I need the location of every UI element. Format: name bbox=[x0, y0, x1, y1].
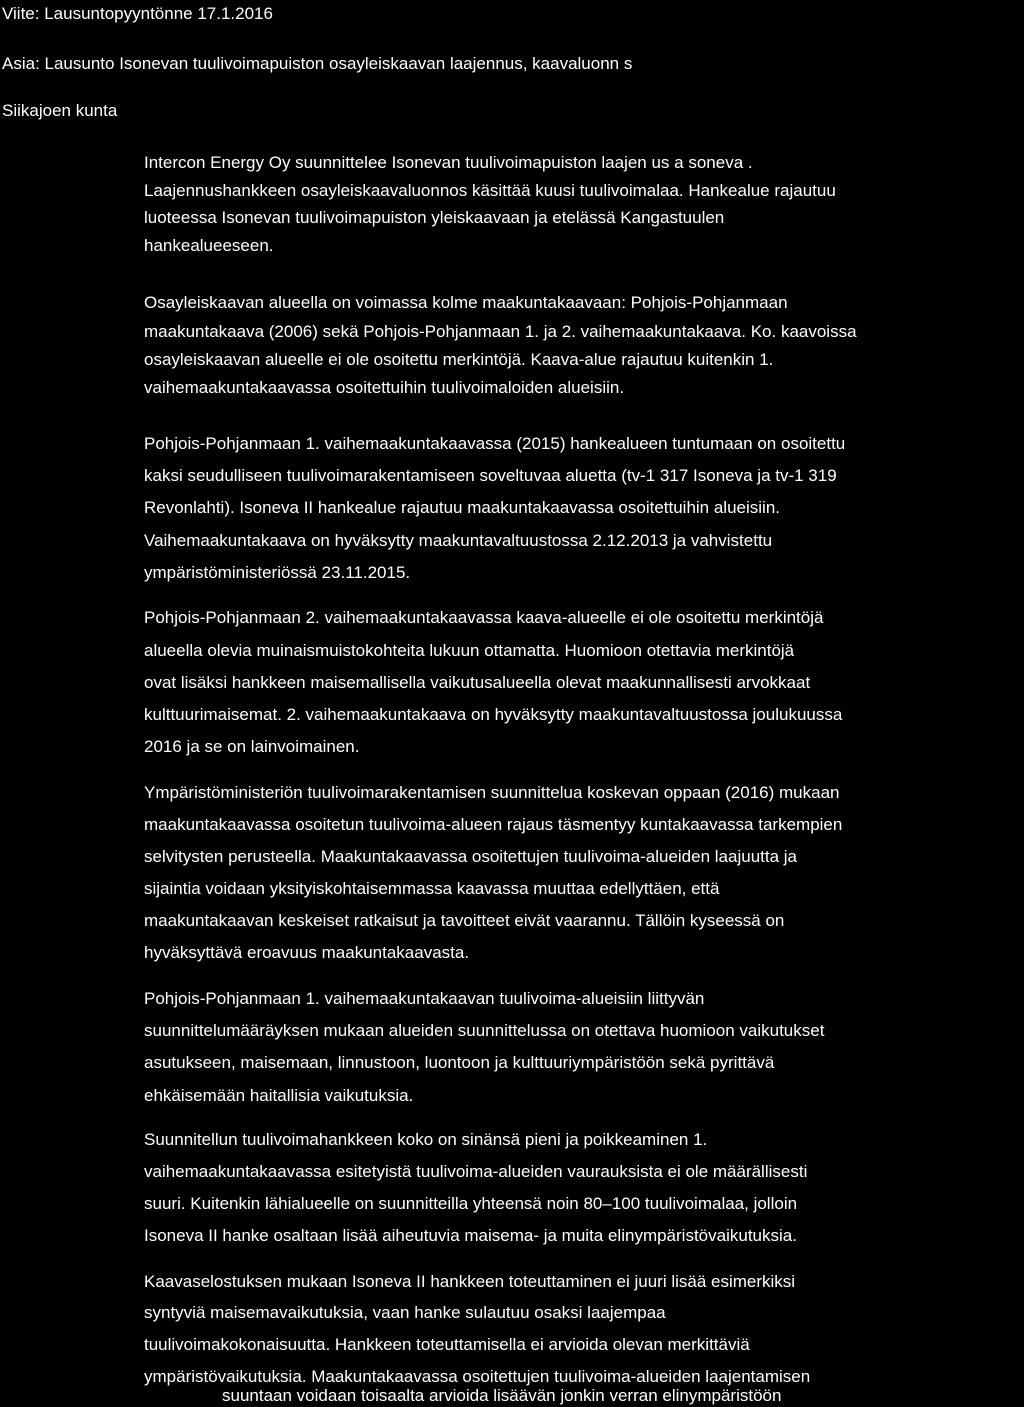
paragraph-line: Intercon Energy Oy suunnittelee Isonevan tuulivoimapuiston laajen us a soneva . bbox=[144, 153, 753, 172]
paragraph-line: Osayleiskaavan alueella on voimassa kolme maakuntakaavaan: Pohjois-Pohjanmaan bbox=[144, 293, 788, 312]
paragraph-line: alueella olevia muinaismuistokohteita lukuun ottamatta. Huomioon otettavia merkintöjä bbox=[144, 641, 795, 660]
paragraph-line: Pohjois-Pohjanmaan 2. vaihemaakuntakaavassa kaava-alueelle ei ole osoitettu merkintöjä bbox=[144, 608, 824, 627]
paragraph-line: ovat lisäksi hankkeen maisemallisella vaikutusalueella olevat maakunnallisesti arvokkaat bbox=[144, 673, 811, 692]
paragraph-line: Pohjois-Pohjanmaan 1. vaihemaakuntakaavassa (2015) hankealueen tuntumaan on osoitettu bbox=[144, 434, 846, 453]
paragraph-line: Suunnitellun tuulivoimahankkeen koko on sinänsä pieni ja poikkeaminen 1. bbox=[144, 1130, 708, 1149]
paragraph-line: Laajennushankkeen osayleiskaavaluonnos käsittää kuusi tuulivoimalaa. Hankealue rajautuu bbox=[144, 181, 836, 200]
paragraph-line: Kaavaselostuksen mukaan Isoneva II hankkeen toteuttaminen ei juuri lisää esimerkiksi bbox=[144, 1272, 796, 1291]
paragraph-line: Ympäristöministeriön tuulivoimarakentamisen suunnittelua koskevan oppaan (2016) mukaan bbox=[144, 783, 840, 802]
paragraph-line: vaihemaakuntakaavassa osoitettuihin tuulivoimaloiden alueisiin. bbox=[144, 378, 625, 397]
paragraph-line: syntyviä maisemavaikutuksia, vaan hanke sulautuu osaksi laajempaa bbox=[144, 1303, 666, 1322]
paragraph-line: maakuntakaavan keskeiset ratkaisut ja tavoitteet eivät vaarannu. Tällöin kyseessä on bbox=[144, 911, 785, 930]
paragraph-line: kaksi seudulliseen tuulivoimarakentamiseen soveltuvaa aluetta (tv-1 317 Isoneva ja tv-1 319 bbox=[144, 466, 837, 485]
subject-line: Asia: Lausunto Isonevan tuulivoimapuiston osayleiskaavan laajennus, kaavaluonn s bbox=[2, 54, 633, 73]
paragraph-line: Pohjois-Pohjanmaan 1. vaihemaakuntakaavan tuulivoima-alueisiin liittyvän bbox=[144, 989, 705, 1008]
paragraph-line: suunnittelumääräyksen mukaan alueiden suunnittelussa on otettava huomioon vaikutukset bbox=[144, 1021, 825, 1040]
paragraph-line: Isoneva II hanke osaltaan lisää aiheutuvia maisema- ja muita elinympäristövaikutuksia. bbox=[144, 1226, 797, 1245]
paragraph-line: Revonlahti). Isoneva II hankealue rajautuu maakuntakaavassa osoitettuihin alueisiin. bbox=[144, 498, 781, 517]
paragraph-line: maakuntakaava (2006) sekä Pohjois-Pohjanmaan 1. ja 2. vaihemaakuntakaava. Ko. kaavoissa bbox=[144, 322, 857, 341]
paragraph-line: vaihemaakuntakaavassa esitetyistä tuulivoima-alueiden vaurauksista ei ole määrällisesti bbox=[144, 1162, 808, 1181]
paragraph-line: asutukseen, maisemaan, linnustoon, luontoon ja kulttuuriympäristöön sekä pyrittävä bbox=[144, 1053, 775, 1072]
paragraph-line: ympäristöministeriössä 23.11.2015. bbox=[144, 563, 411, 582]
paragraph-line: hankealueeseen. bbox=[144, 236, 274, 255]
paragraph-line: osayleiskaavan alueelle ei ole osoitettu merkintöjä. Kaava-alue rajautuu kuitenkin 1. bbox=[144, 350, 774, 369]
paragraph-line: maakuntakaavassa osoitetun tuulivoima-alueen rajaus täsmentyy kuntakaavassa tarkempien bbox=[144, 815, 843, 834]
paragraph-line: suuntaan voidaan toisaalta arvioida lisäävän jonkin verran elinympäristöön bbox=[222, 1386, 782, 1405]
paragraph-line: Vaihemaakuntakaava on hyväksytty maakuntavaltuustossa 2.12.2013 ja vahvistettu bbox=[144, 531, 773, 550]
reference-line: Viite: Lausuntopyyntönne 17.1.2016 bbox=[2, 4, 273, 23]
paragraph-line: 2016 ja se on lainvoimainen. bbox=[144, 737, 360, 756]
paragraph-line: suuri. Kuitenkin lähialueelle on suunnitteilla yhteensä noin 80–100 tuulivoimalaa, jolloin bbox=[144, 1194, 798, 1213]
paragraph-line: kulttuurimaisemat. 2. vaihemaakuntakaava on hyväksytty maakuntavaltuustossa joulukuussa bbox=[144, 705, 843, 724]
paragraph-line: ehkäisemään haitallisia vaikutuksia. bbox=[144, 1086, 414, 1105]
municipality-line: Siikajoen kunta bbox=[2, 101, 118, 120]
paragraph-line: sijaintia voidaan yksityiskohtaisemmassa kaavassa muuttaa edellyttäen, että bbox=[144, 879, 720, 898]
paragraph-line: ympäristövaikutuksia. Maakuntakaavassa osoitettujen tuulivoima-alueiden laajentamisen bbox=[144, 1367, 811, 1386]
paragraph-line: hyväksyttävä eroavuus maakuntakaavasta. bbox=[144, 943, 470, 962]
paragraph-line: tuulivoimakokonaisuutta. Hankkeen toteuttamisella ei arvioida olevan merkittäviä bbox=[144, 1335, 750, 1354]
paragraph-line: luoteessa Isonevan tuulivoimapuiston yleiskaavaan ja etelässä Kangastuulen bbox=[144, 208, 725, 227]
paragraph-line: selvitysten perusteella. Maakuntakaavassa osoitettujen tuulivoima-alueiden laajuutta ja bbox=[144, 847, 797, 866]
